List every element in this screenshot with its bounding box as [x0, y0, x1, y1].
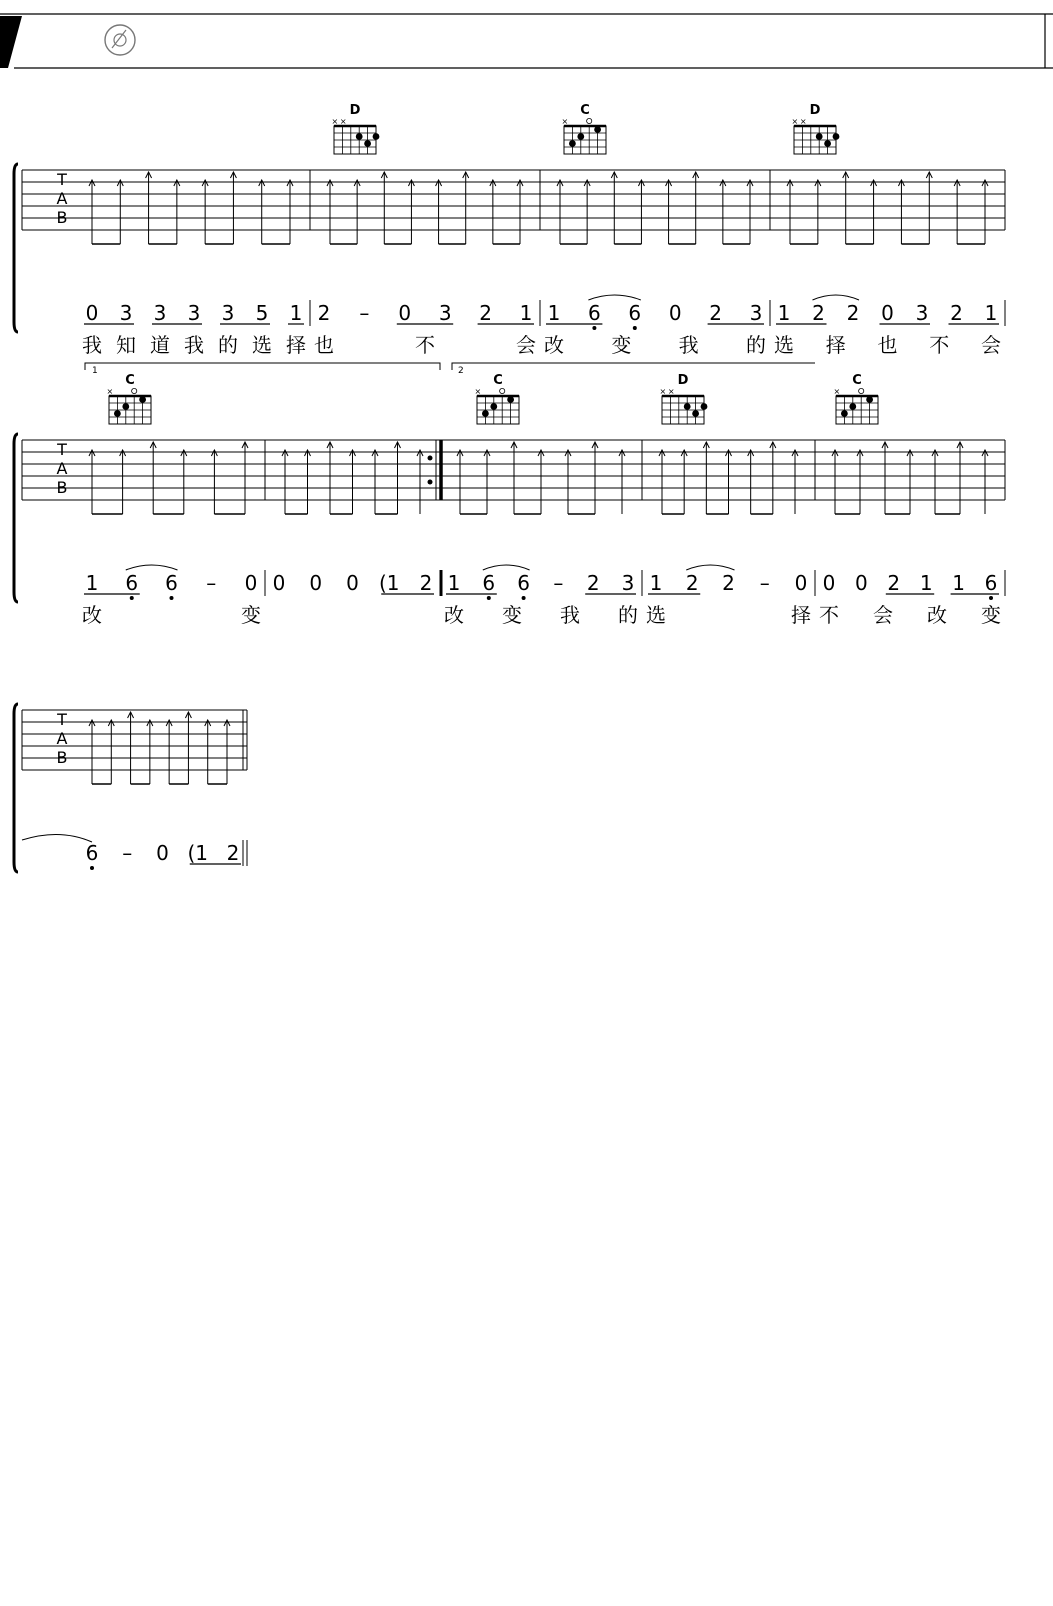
jianpu-note: 0: [881, 301, 894, 325]
lyric-char: 会: [873, 603, 893, 627]
tie-arc: [588, 295, 640, 300]
lyric-char: 变: [241, 603, 261, 627]
open-string-mark: [587, 118, 592, 123]
jianpu-note: 0: [309, 571, 323, 595]
system-3: [14, 704, 247, 872]
jianpu-note: 3: [438, 301, 452, 325]
lyric-char: 不: [819, 603, 839, 627]
muted-string-mark: ×: [833, 387, 841, 396]
lyric-char: 也: [877, 333, 898, 357]
jianpu-note: 2: [709, 301, 722, 325]
muted-string-mark: ×: [561, 117, 569, 126]
jianpu-note: 2: [419, 571, 433, 595]
tab-clef-letter: B: [56, 208, 68, 227]
lyric-char: 选: [774, 333, 794, 357]
jianpu-note: 0: [668, 301, 682, 325]
volta-brackets: [85, 363, 815, 376]
low-octave-dot: [170, 596, 174, 600]
measure-1-4: [774, 172, 1001, 357]
tie-arc: [126, 565, 178, 570]
muted-string-mark: ×: [339, 117, 347, 126]
tab-clef-letter: T: [57, 170, 67, 189]
jianpu-note: 3: [153, 301, 167, 325]
jianpu-note: 0: [398, 301, 412, 325]
low-octave-dot: [592, 326, 596, 330]
jianpu-note: 2: [722, 571, 735, 595]
muted-string-mark: ×: [106, 387, 114, 396]
jianpu-note: 2: [226, 841, 240, 865]
logo-icon: [105, 25, 135, 55]
low-octave-dot: [90, 866, 94, 870]
chord-name: C: [852, 373, 862, 388]
finger-dot: [364, 140, 371, 147]
volta-number: 1: [92, 366, 98, 376]
finger-dot: [577, 133, 584, 140]
jianpu-note: 3: [119, 301, 133, 325]
jianpu-note: 3: [221, 301, 235, 325]
system-brace: [14, 164, 18, 332]
muted-string-mark: ×: [791, 117, 799, 126]
chord-name: C: [493, 373, 503, 388]
jianpu-note: 3: [621, 571, 635, 595]
measure-3-1: [86, 712, 241, 870]
tie-arc-continued: [22, 834, 92, 842]
tab-clef-letter: A: [56, 189, 68, 208]
chord-name: C: [580, 103, 590, 118]
open-string-mark: [500, 388, 505, 393]
lyric-char: 改: [544, 333, 564, 357]
chord-name: C: [125, 373, 135, 388]
jianpu-note: –: [359, 301, 370, 325]
jianpu-note: (1: [378, 571, 400, 595]
finger-dot: [841, 410, 848, 417]
muted-string-mark: ×: [659, 387, 667, 396]
lyric-char: 的: [218, 333, 238, 357]
jianpu-note: 1: [952, 571, 965, 595]
lyric-char: 择: [825, 333, 846, 357]
tab-clef-letter: T: [57, 710, 67, 729]
jianpu-note: (1: [187, 841, 209, 865]
jianpu-note: –: [206, 571, 217, 595]
lyric-char: 也: [314, 333, 334, 357]
lyric-char: 会: [516, 333, 536, 357]
low-octave-dot: [633, 326, 637, 330]
tab-clef-letter: A: [56, 729, 68, 748]
jianpu-note: 6: [165, 571, 178, 595]
repeat-dot: [428, 456, 433, 461]
lyric-char: 选: [252, 333, 272, 357]
finger-dot: [824, 140, 831, 147]
tab-clef-letter: B: [56, 748, 68, 767]
system-1: [14, 103, 1005, 357]
lyric-char: 选: [646, 603, 666, 627]
finger-dot: [833, 133, 840, 140]
measure-2-2: [273, 442, 434, 595]
finger-dot: [482, 410, 489, 417]
jianpu-note: 1: [85, 571, 99, 595]
system-brace: [14, 434, 18, 602]
volta-number: 2: [458, 366, 464, 376]
finger-dot: [373, 133, 380, 140]
lyric-char: 知: [116, 333, 136, 357]
jianpu-note: 6: [85, 841, 99, 865]
lyric-char: 道: [150, 333, 170, 357]
lyric-char: 择: [286, 333, 306, 357]
jianpu-note: 1: [519, 301, 533, 325]
lyric-char: 会: [981, 333, 1001, 357]
finger-dot: [507, 396, 514, 403]
tie-arc: [686, 565, 734, 570]
jianpu-note: 6: [628, 301, 642, 325]
finger-dot: [594, 126, 601, 133]
open-string-mark: [859, 388, 864, 393]
jianpu-note: 0: [794, 571, 808, 595]
lyric-char: 变: [502, 603, 522, 627]
open-string-mark: [132, 388, 137, 393]
jianpu-note: 3: [915, 301, 929, 325]
lyric-char: 的: [618, 603, 638, 627]
jianpu-note: –: [122, 841, 133, 865]
tie-arc: [483, 565, 530, 570]
jianpu-note: 1: [447, 571, 461, 595]
finger-dot: [122, 403, 129, 410]
jianpu-note: 1: [649, 571, 663, 595]
tie-arc: [813, 295, 860, 300]
system-2: [14, 373, 1005, 627]
lyric-char: 我: [678, 333, 699, 357]
lyric-char: 我: [184, 333, 204, 357]
jianpu-note: 2: [685, 571, 699, 595]
lyric-char: 改: [82, 603, 102, 627]
jianpu-note: 6: [517, 571, 530, 595]
lyric-char: 不: [415, 333, 435, 357]
lyric-char: 改: [444, 603, 464, 627]
finger-dot: [701, 403, 708, 410]
jianpu-note: 1: [777, 301, 791, 325]
jianpu-note: 0: [85, 301, 99, 325]
jianpu-note: 2: [846, 301, 860, 325]
low-octave-dot: [130, 596, 134, 600]
jianpu-note: 1: [919, 571, 933, 595]
jianpu-note: 2: [479, 301, 492, 325]
header-decoration: [0, 0, 1053, 68]
finger-dot: [849, 403, 856, 410]
tab-clef-letter: A: [56, 459, 68, 478]
jianpu-note: 6: [984, 571, 998, 595]
jianpu-note: 3: [749, 301, 763, 325]
jianpu-note: –: [553, 571, 564, 595]
muted-string-mark: ×: [799, 117, 807, 126]
tab-clef-letter: B: [56, 478, 68, 497]
jianpu-note: 1: [984, 301, 998, 325]
jianpu-note: 0: [855, 571, 868, 595]
low-octave-dot: [522, 596, 526, 600]
chord-name: D: [349, 103, 361, 118]
lyric-char: 变: [611, 333, 632, 357]
finger-dot: [866, 396, 873, 403]
chord-name: D: [677, 373, 689, 388]
system-brace: [14, 704, 18, 872]
jianpu-note: 6: [482, 571, 496, 595]
chord-name: D: [809, 103, 821, 118]
jianpu-note: 3: [187, 301, 201, 325]
muted-string-mark: ×: [474, 387, 482, 396]
jianpu-note: 0: [346, 571, 359, 595]
jianpu-note: 0: [156, 841, 169, 865]
jianpu-note: 2: [887, 571, 901, 595]
volta-bracket-2: [452, 363, 815, 370]
lyric-char: 改: [927, 603, 947, 627]
jianpu-note: 1: [289, 301, 303, 325]
lyric-char: 我: [82, 333, 102, 357]
tab-clef-letter: T: [57, 440, 67, 459]
lyric-char: 的: [746, 333, 766, 357]
lyric-char: 变: [981, 603, 1001, 627]
low-octave-dot: [487, 596, 491, 600]
finger-dot: [569, 140, 576, 147]
finger-dot: [490, 403, 497, 410]
jianpu-note: 2: [317, 301, 331, 325]
jianpu-note: –: [759, 571, 770, 595]
jianpu-note: 0: [822, 571, 836, 595]
finger-dot: [692, 410, 699, 417]
finger-dot: [114, 410, 121, 417]
muted-string-mark: ×: [331, 117, 339, 126]
repeat-dot: [428, 480, 433, 485]
jianpu-note: 5: [255, 301, 269, 325]
jianpu-note: 2: [950, 301, 963, 325]
lyric-char: 不: [929, 333, 950, 357]
finger-dot: [139, 396, 146, 403]
jianpu-note: 0: [272, 571, 286, 595]
finger-dot: [816, 133, 823, 140]
finger-dot: [356, 133, 363, 140]
jianpu-note: 6: [125, 571, 139, 595]
jianpu-note: 1: [547, 301, 561, 325]
muted-string-mark: ×: [667, 387, 675, 396]
jianpu-note: 0: [244, 571, 258, 595]
jianpu-note: 6: [588, 301, 601, 325]
jianpu-note: 2: [812, 301, 825, 325]
finger-dot: [684, 403, 691, 410]
lyric-char: 我: [560, 603, 580, 627]
volta-bracket-1: [85, 363, 440, 370]
low-octave-dot: [989, 596, 993, 600]
lyric-char: 择: [791, 603, 811, 627]
jianpu-note: 2: [586, 571, 600, 595]
